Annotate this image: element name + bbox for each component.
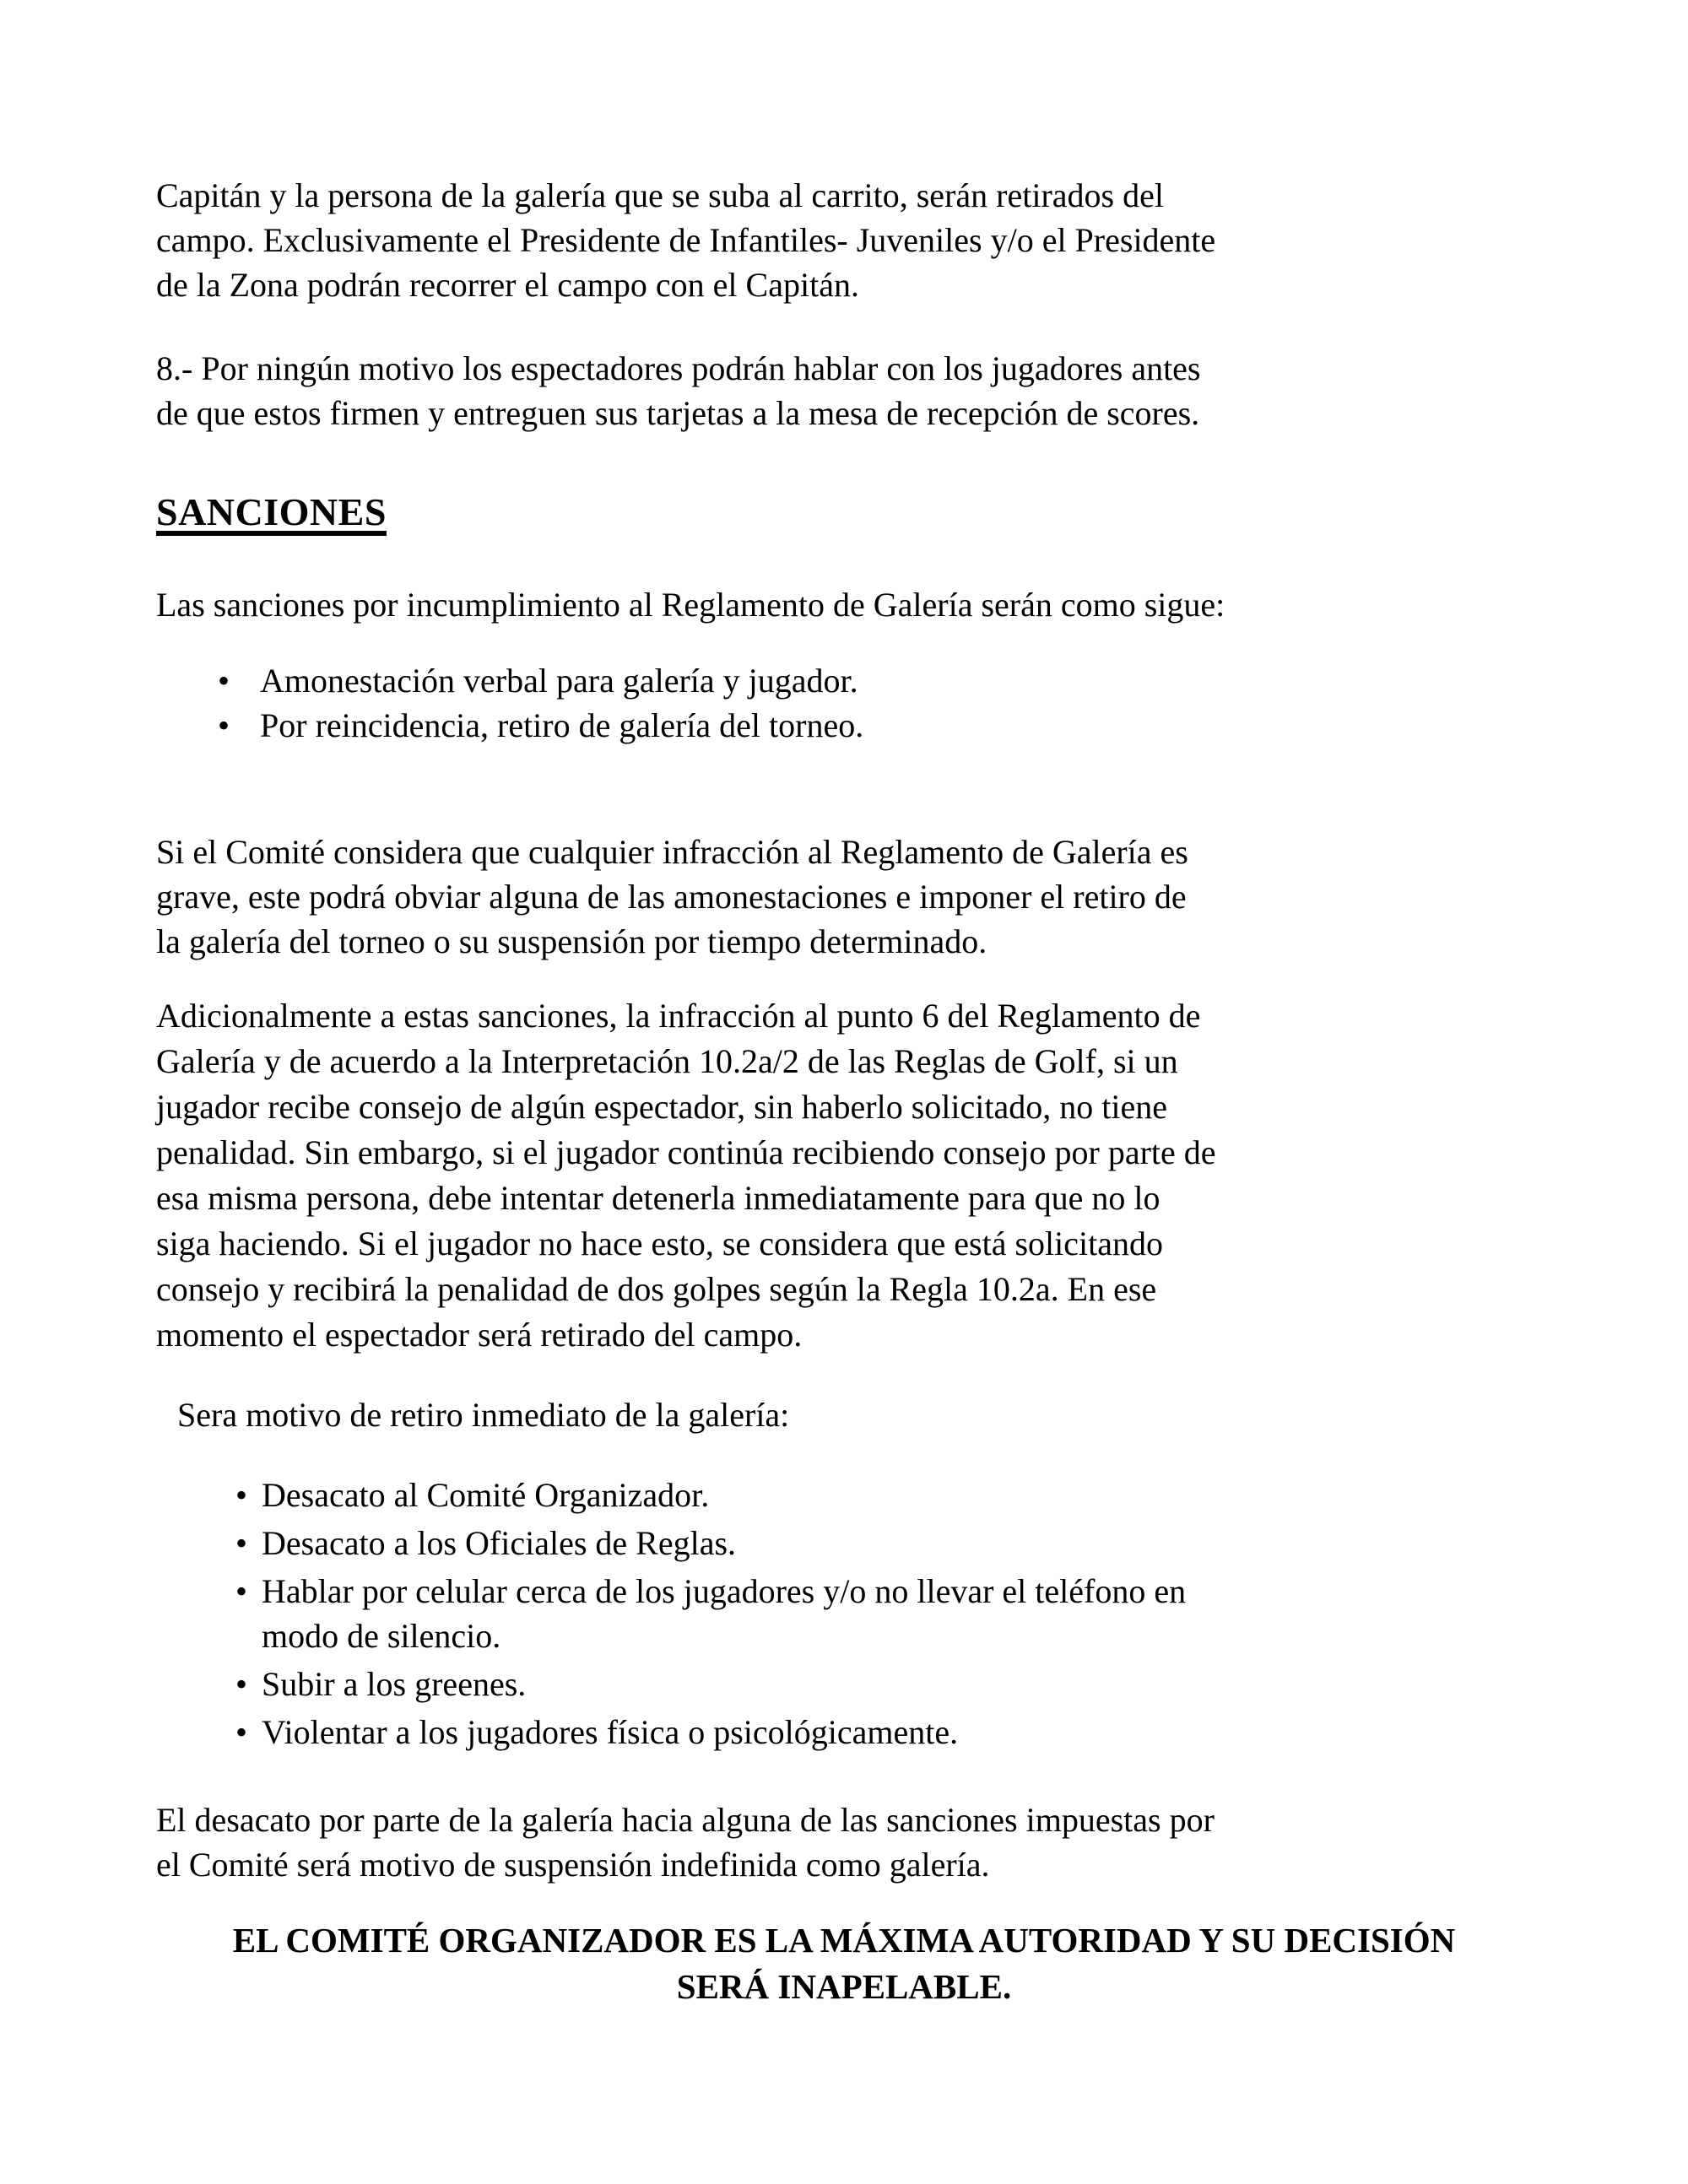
text-line: El desacato por parte de la galería hacia alguna de las sanciones impuestas por — [156, 1801, 1215, 1839]
text-line: Galería y de acuerdo a la Interpretación 10.2a/2 de las Reglas de Golf, si un — [156, 1042, 1178, 1080]
bullet-icon: • — [218, 662, 230, 700]
text-line: el Comité será motivo de suspensión indefinida como galería. — [156, 1846, 990, 1884]
removal-reasons-list — [156, 1473, 1532, 1754]
text-line: de que estos firmen y entreguen sus tarjetas a la mesa de recepción de scores. — [156, 394, 1200, 432]
list-item — [235, 1710, 1532, 1754]
heading-sanciones-text: SANCIONES — [156, 490, 387, 533]
text-line: Si el Comité considera que cualquier infracción al Reglamento de Galería es — [156, 833, 1188, 871]
paragraph-sanctions-intro — [156, 582, 1532, 627]
list-item — [218, 658, 1532, 703]
paragraph-disobedience — [156, 1797, 1532, 1887]
paragraph-rule-8 — [156, 346, 1532, 435]
text-line: campo. Exclusivamente el Presidente de Infantiles- Juveniles y/o el Presidente — [156, 221, 1216, 259]
text-line: 8.- Por ningún motivo los espectadores podrán hablar con los jugadores antes — [156, 349, 1201, 387]
list-item — [235, 1662, 1532, 1706]
text-line: Hablar por celular cerca de los jugadores y/o no llevar el teléfono en — [262, 1572, 1187, 1610]
text-line: grave, este podrá obviar alguna de las amonestaciones e imponer el retiro de — [156, 878, 1187, 916]
text-line: siga haciendo. Si el jugador no hace esto, se considera que está solicitando — [156, 1224, 1163, 1262]
text-line: EL COMITÉ ORGANIZADOR ES LA MÁXIMA AUTORIDAD Y SU DECISIÓN — [232, 1921, 1456, 1960]
text-line: Violentar a los jugadores física o psicológicamente. — [262, 1713, 959, 1751]
text-line: Sera motivo de retiro inmediato de la galería: — [177, 1396, 790, 1434]
sanctions-list — [156, 658, 1532, 748]
paragraph-committee-severe — [156, 830, 1532, 964]
text-line: momento el espectador será retirado del campo. — [156, 1316, 803, 1354]
bullet-icon: • — [235, 1665, 248, 1703]
bullet-icon: • — [218, 706, 230, 744]
text-line: Desacato a los Oficiales de Reglas. — [262, 1524, 737, 1562]
text-line: Amonestación verbal para galería y jugador. — [260, 662, 858, 700]
bullet-icon: • — [235, 1476, 248, 1514]
text-line: Desacato al Comité Organizador. — [262, 1476, 710, 1514]
paragraph-immediate-removal-intro — [177, 1392, 1532, 1437]
text-line: Adicionalmente a estas sanciones, la infracción al punto 6 del Reglamento de — [156, 997, 1201, 1035]
paragraph-captain-cart-rule — [156, 173, 1532, 307]
text-line: Capitán y la persona de la galería que se suba al carrito, serán retirados del — [156, 176, 1164, 214]
list-item — [235, 1521, 1532, 1565]
list-item — [235, 1473, 1532, 1517]
list-item — [218, 703, 1532, 748]
text-line: esa misma persona, debe intentar detenerla inmediatamente para que no lo — [156, 1179, 1160, 1217]
text-line: jugador recibe consejo de algún espectador, sin haberlo solicitado, no tiene — [156, 1088, 1167, 1126]
text-line: modo de silencio. — [262, 1617, 501, 1655]
paragraph-advice-penalty — [156, 993, 1532, 1358]
text-line: la galería del torneo o su suspensión por tiempo determinado. — [156, 922, 987, 960]
text-line: Por reincidencia, retiro de galería del torneo. — [260, 706, 864, 744]
list-item — [235, 1569, 1532, 1658]
bullet-icon: • — [235, 1713, 248, 1751]
text-line: Subir a los greenes. — [262, 1665, 527, 1703]
bullet-icon: • — [235, 1572, 248, 1610]
bullet-icon: • — [235, 1524, 248, 1562]
text-line: SERÁ INAPELABLE. — [676, 1967, 1012, 2006]
text-line: penalidad. Sin embargo, si el jugador continúa recibiendo consejo por parte de — [156, 1133, 1216, 1171]
closing-statement — [156, 1917, 1532, 2010]
text-line: de la Zona podrán recorrer el campo con el Capitán. — [156, 266, 859, 304]
text-line: consejo y recibirá la penalidad de dos golpes según la Regla 10.2a. En ese — [156, 1270, 1157, 1308]
heading-sanciones — [156, 486, 1532, 538]
text-line: Las sanciones por incumplimiento al Reglamento de Galería serán como sigue: — [156, 586, 1225, 624]
